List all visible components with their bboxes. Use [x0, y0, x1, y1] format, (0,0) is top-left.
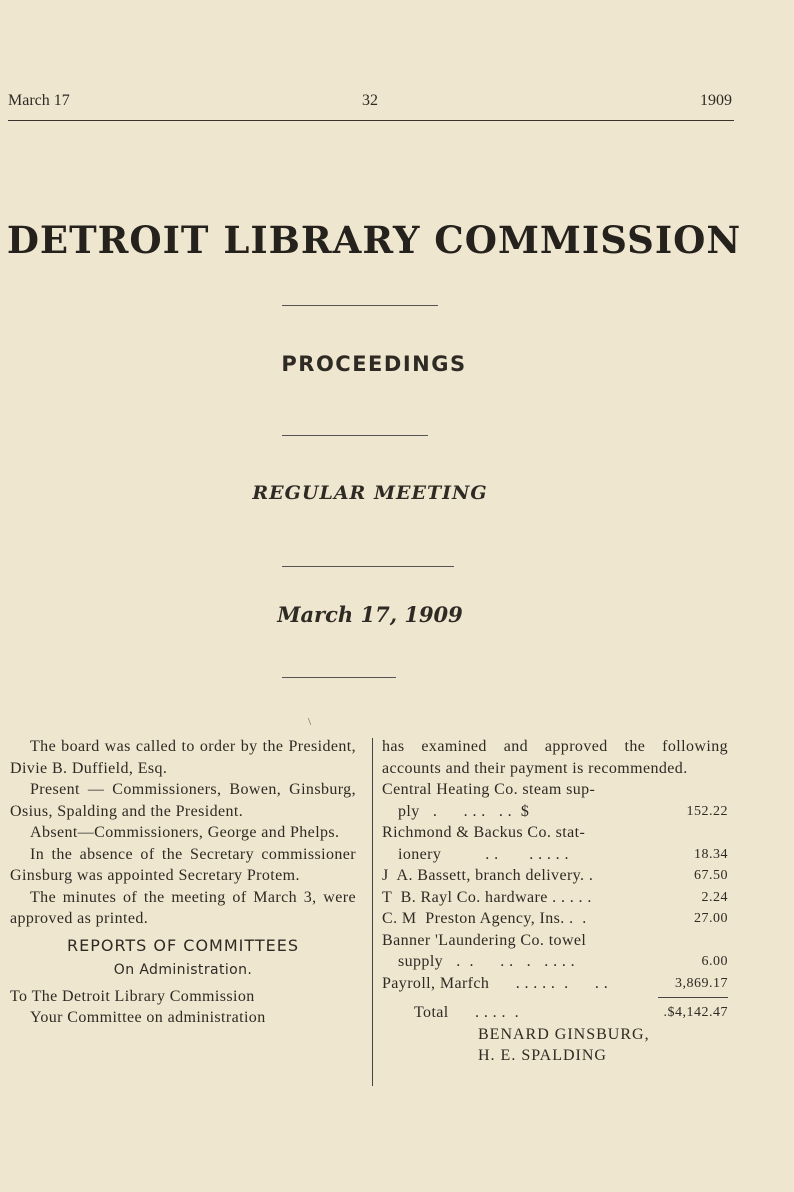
paragraph: Your Committee on administration — [30, 1009, 266, 1026]
account-item — [382, 779, 728, 822]
paragraph: The board was called to order by the President, Divie B. Duffield, Esq. — [10, 738, 356, 777]
paragraph: Absent—Commissioners, George and Phelps. — [30, 824, 340, 841]
account-label: C. M Preston Agency, Ins. . . — [382, 910, 587, 927]
paragraph: To The Detroit Library Commission — [10, 987, 255, 1005]
meeting-date: March 17, 1909 — [277, 602, 463, 627]
account-amount: 2.24 — [701, 889, 728, 905]
account-label: T B. Rayl Co. hardware . . . . . — [382, 888, 592, 906]
account-label: supply . . . . . . . . . — [398, 953, 576, 970]
account-amount: 152.22 — [686, 803, 728, 819]
account-label: Central Heating Co. steam sup- — [382, 781, 596, 798]
paragraph: Present — Commissioners, Bowen, Ginsburg, Osius, Spalding and the President. — [10, 781, 356, 820]
meeting-type-heading: REGULAR MEETING — [252, 482, 488, 504]
account-item — [382, 973, 728, 995]
account-label: Richmond & Backus Co. stat- — [382, 824, 586, 841]
masthead-title: DETROIT LIBRARY COMMISSION — [6, 218, 742, 262]
page-number: 32 — [362, 92, 378, 109]
total-amount: .$4,142.47 — [663, 1005, 728, 1020]
paragraph: The minutes of the meeting of March 3, were approved as printed. — [10, 888, 356, 927]
signature-line: BENARD GINSBURG, — [478, 1025, 650, 1043]
account-label: ionery . . . . . . . — [398, 845, 569, 863]
stray-mark: \ — [308, 716, 312, 728]
column-divider — [372, 738, 373, 1086]
total-rule — [658, 997, 728, 998]
divider-rule — [282, 435, 428, 436]
account-label: ply . . . . . . $ — [398, 802, 530, 820]
account-item — [382, 930, 728, 973]
account-label: Payroll, Marfch . . . . . . . . — [382, 974, 609, 992]
account-amount: 18.34 — [694, 846, 728, 862]
left-column — [10, 736, 356, 1029]
divider-rule — [282, 305, 438, 306]
divider-rule — [282, 677, 396, 678]
account-amount: 67.50 — [694, 868, 728, 883]
reports-heading: REPORTS OF COMMITTEES — [66, 935, 300, 955]
proceedings-heading: PROCEEDINGS — [281, 352, 467, 376]
account-label: Banner 'Laundering Co. towel — [382, 931, 587, 949]
signature-line: H. E. SPALDING — [478, 1047, 607, 1064]
right-column — [382, 736, 728, 1067]
header-rule — [8, 120, 734, 121]
header-year: 1909 — [700, 92, 732, 109]
account-amount: 6.00 — [701, 954, 728, 969]
running-header — [8, 92, 732, 110]
account-item — [382, 908, 728, 930]
account-label: J A. Bassett, branch delivery. . — [382, 867, 594, 884]
account-item — [382, 822, 728, 865]
paragraph: has examined and approved the following accounts and their payment is recommended. — [382, 738, 728, 777]
paragraph: In the absence of the Secretary commissioner Ginsburg was appointed Secretary Protem. — [10, 845, 356, 884]
account-amount: 3,869.17 — [675, 975, 728, 991]
subheading: On Administration. — [113, 962, 253, 978]
total-label: Total . . . . . — [414, 1004, 520, 1021]
header-date: March 17 — [8, 92, 70, 109]
account-item — [382, 865, 728, 887]
total-row — [382, 1002, 728, 1024]
divider-rule — [282, 566, 454, 567]
account-item — [382, 887, 728, 909]
account-amount: 27.00 — [694, 911, 728, 926]
